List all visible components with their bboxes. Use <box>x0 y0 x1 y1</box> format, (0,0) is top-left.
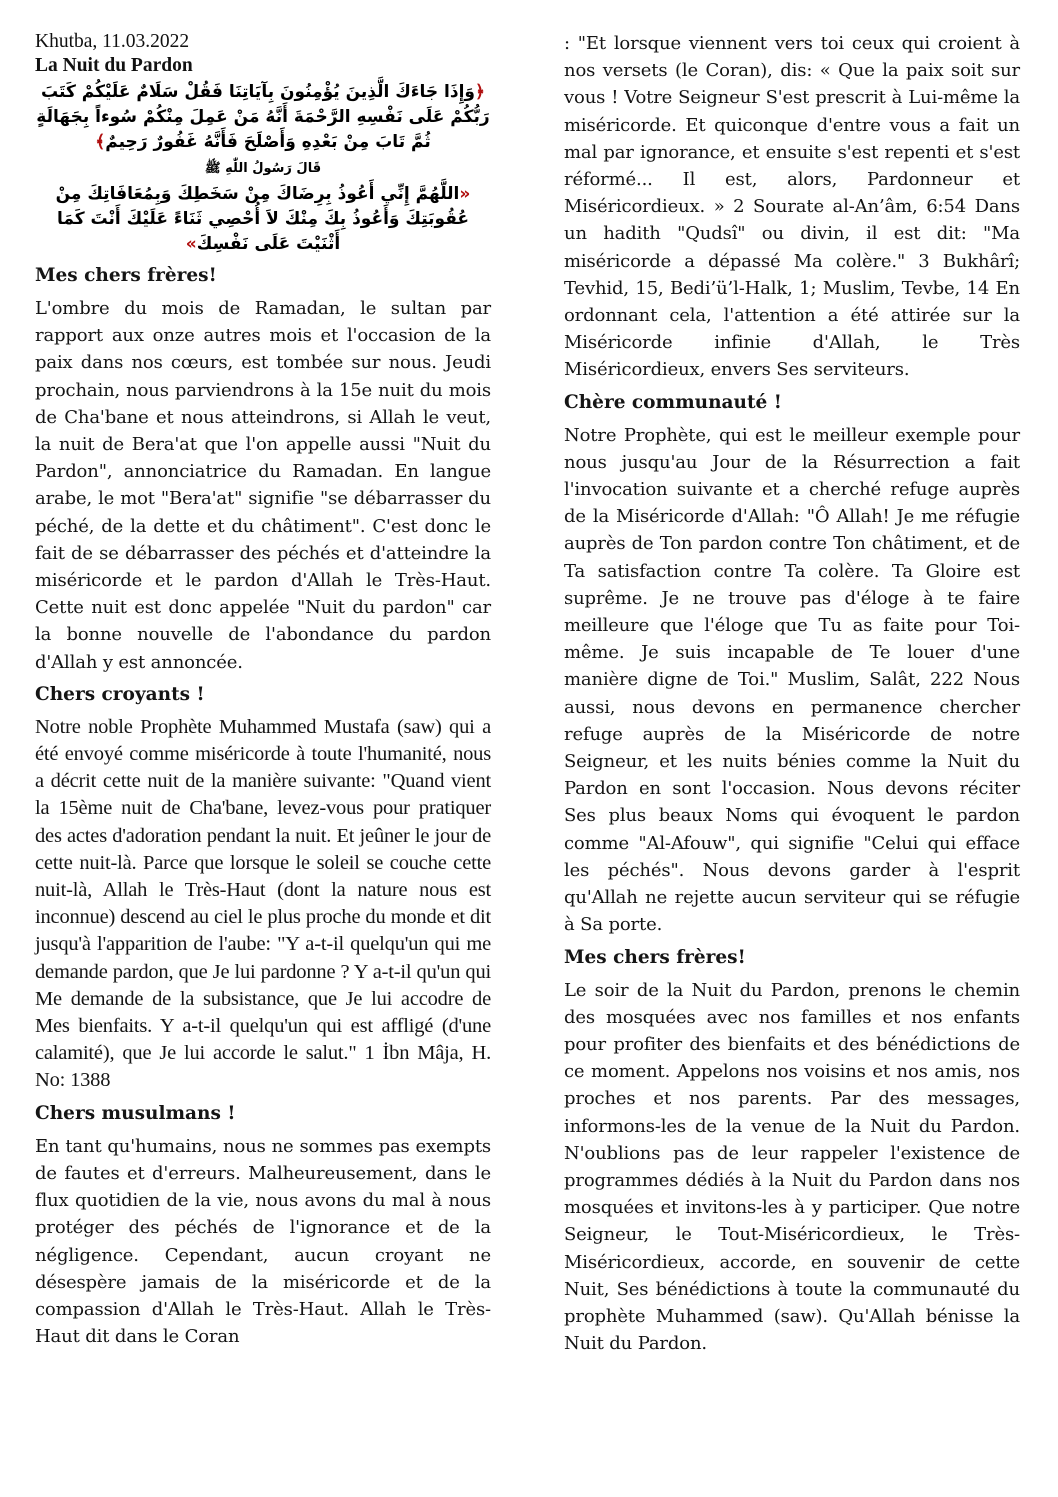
section-paragraph: Notre Prophète, qui est le meilleur exemple pour nous jusqu'au Jour de la Résurrection a fait l'invocation suivante et a cherché refuge auprès de la Miséricorde d'Allah: "Ô Allah! Je me réfugie auprès de Ton pardon contre Ton châtiment, et de Ta satisfaction contre Ta colère. Ta Gloire est suprême. Je ne trouve pas d'éloge à te faire meilleure que l'éloge que Tu as faite pour Toi-même. Je suis incapable de Te louer d'une manière digne de Toi." Muslim, Salât, 222 Nous aussi, nous devons en permanence chercher refuge auprès de la Miséricorde de notre Seigneur, et les nuits bénies comme la Nuit du Pardon en sont l'occasion. Nous devons réciter Ses plus beaux Noms qui évoquent le pardon comme "Al-Afouw", qui signifie "Celui qui efface les péchés". Nous devons garder à l'esprit qu'Allah ne rejette aucun serviteur qui se réfugie à Sa porte. <box>564 424 1020 936</box>
section-heading: Mes chers frères! <box>564 946 746 968</box>
continuation-paragraph: : "Et lorsque viennent vers toi ceux qui croient à nos versets (le Coran), dis: « Que la paix soit sur vous ! Votre Seigneur S'est prescrit à Lui-même la miséricorde. Et quiconque d'entre vous a fait un mal par ignorance, et ensuite s'est repenti et s'est réformé... Il est, alors, Pardonneur et Miséricordieux. » 2 Sourate al-An’âm, 6:54 Dans un hadith "Qudsî" ou divin, il est dit: "Ma miséricorde a dépassé Ma colère." 3 Bukhârî; Tevhid, 15, Bedi’ü’l-Halk, 1; Muslim, Tevbe, 14 En ordonnant cela, l'attention a été attirée sur la Miséricorde infinie d'Allah, le Très Miséricordieux, envers Ses serviteurs. <box>564 33 1020 381</box>
document-title: La Nuit du Pardon <box>35 55 193 76</box>
section-paragraph: En tant qu'humains, nous ne sommes pas exempts de fautes et d'erreurs. Malheureusement, dans le flux quotidien de la vie, nous avons du mal à nous protéger des péchés de l'ignorance et de la négligence. Cependant, aucun croyant ne désespère jamais de la miséricorde et de la compassion d'Allah le Très-Haut. Allah le Très-Haut dit dans le Coran <box>35 1135 491 1348</box>
section-heading: Mes chers frères! <box>35 265 217 286</box>
hadith-open-quote: « <box>459 184 471 204</box>
verse-open-bracket: ﴿ <box>475 82 485 102</box>
verse-close-bracket: ﴾ <box>95 132 106 152</box>
khutba-date: Khutba, 11.03.2022 <box>35 31 190 52</box>
verse-text: وَإِذَا جَاءَكَ الَّذِينَ يُؤْمِنُونَ بِآيَاتِنَا فَقُلْ سَلَامٌ عَلَيْكُمْ كَتَبَ رَبُّكُمْ عَلَى نَفْسِهِ الرَّحْمَةَ أَنَّهُ مَنْ عَمِلَ مِنْكُمْ سُوءاً بِجَهَالَةٍ ثُمَّ تَابَ مِنْ بَعْدِهِ وَأَصْلَحَ فَأَنَّهُ غَفُورٌ رَحِيمٌ <box>36 82 490 152</box>
hadith-attribution: قَالَ رَسُولُ اللّٰهِ ﷺ <box>204 161 322 176</box>
section-heading: Chers croyants ! <box>35 683 205 705</box>
right-column <box>564 30 1020 1357</box>
hadith-close-quote: » <box>185 234 197 254</box>
section-heading: Chers musulmans ! <box>35 1102 236 1124</box>
section-heading: Chère communauté ! <box>564 391 782 413</box>
quran-verse <box>35 80 491 155</box>
hadith-arabic <box>35 182 491 257</box>
hadith-text: اللَّهُمَّ إِنِّي أَعُوذُ بِرِضَاكَ مِنْ سَخَطِكَ وَبِمُعَافَاتِكَ مِنْ عُقُوبَتِكَ وَأَعُوذُ بِكَ مِنْكَ لاَ أُحْصِي ثَنَاءً عَلَيْكَ أَنْتَ كَمَا أَثْنَيْتَ عَلَى نَفْسِكَ <box>55 184 470 254</box>
left-column <box>35 30 491 1350</box>
section-paragraph: Notre noble Prophète Muhammed Mustafa (saw) qui a été envoyé comme miséricorde à toute l'humanité, nous a décrit cette nuit de la manière suivante: "Quand vient la 15ème nuit de Cha'bane, levez-vous pour pratiquer des actes d'adoration pendant la nuit. Et jeûner le jour de cette nuit-là. Parce que lorsque le soleil se couche cette nuit-là, Allah le Très-Haut (dont la nature nous est inconnue) descend au ciel le plus proche du monde et dit jusqu'à l'apparition de l'aube: "Y a-t-il quelqu'un qui me demande pardon, que Je lui pardonne ? Y a-t-il qu'un qui Me demande de la subsistance, que Je lui accodre de Mes bienfaits. Y a-t-il quelqu'un qui est affligé (d'une calamité), que Je lui accorde le salut." 1 İbn Mâja, H. No: 1388 <box>35 715 491 1092</box>
section-paragraph: L'ombre du mois de Ramadan, le sultan par rapport aux onze autres mois et l'occasion de la paix dans nos cœurs, est tombée sur nous. Jeudi prochain, nous parviendrons à la 15e nuit du mois de Cha'bane et nous atteindrons, si Allah le veut, la nuit de Bera'at que l'on appelle aussi "Nuit du Pardon", annonciatrice du Ramadan. En langue arabe, le mot "Bera'at" signifie "se débarrasser du péché, de la dette et du châtiment". C'est donc le fait de se débarrasser des péchés et d'atteindre la miséricorde et le pardon d'Allah le Très-Haut. Cette nuit est donc appelée "Nuit du pardon" car la bonne nouvelle de l'abondance du pardon d'Allah y est annoncée. <box>35 298 491 673</box>
section-paragraph: Le soir de la Nuit du Pardon, prenons le chemin des mosquées avec nos familles et nos enfants pour profiter des bienfaits et des bénédictions de ce moment. Appelons nos voisins et nos amis, nos proches et nos parents. Par des messages, informons-les de la venue de la Nuit du Pardon. N'oublions pas de leur rappeler l'existence de programmes dédiés à la Nuit du Pardon dans nos mosquées et invitons-les à y participer. Que notre Seigneur, le Tout-Miséricordieux, le Très-Miséricordieux, accorde, en souvenir de cette Nuit, Ses bénédictions à toute la communauté du prophète Muhammed (saw). Qu'Allah bénisse la Nuit du Pardon. <box>564 979 1020 1355</box>
